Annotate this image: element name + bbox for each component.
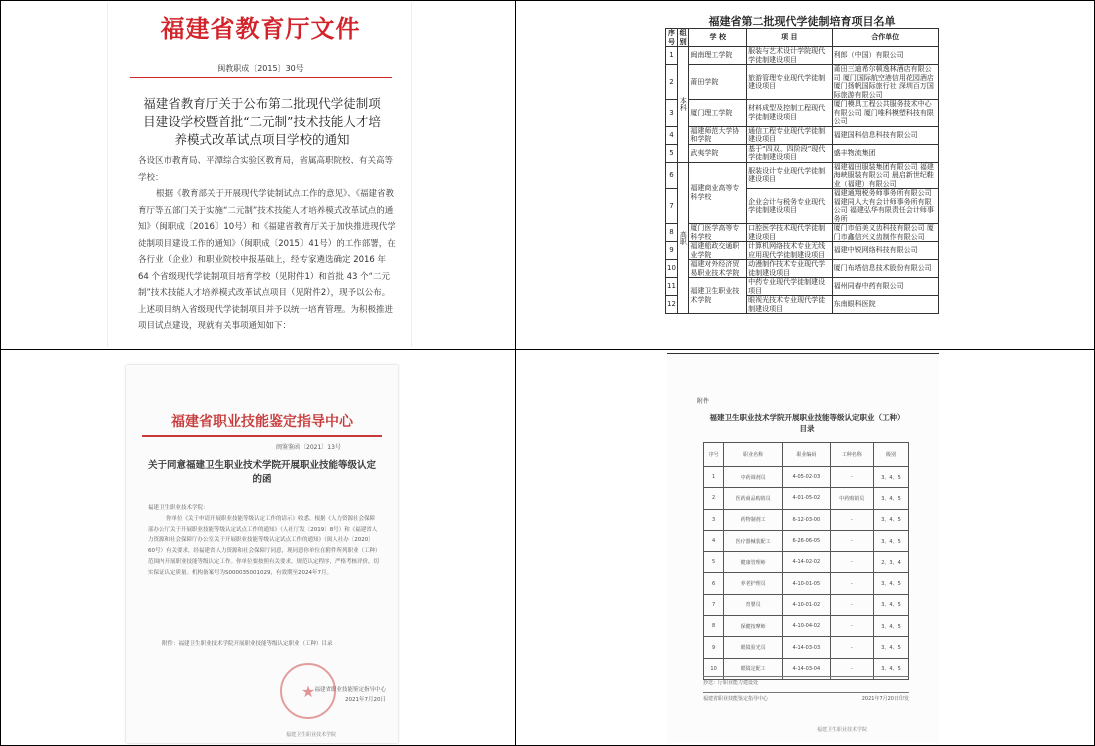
issuing-date: 2021年7月20日印发 [861, 696, 909, 702]
letter-org-title: 福建省职业技能鉴定指导中心 [171, 414, 353, 430]
notice-paragraph: 根据《教育部关于开展现代学徒制试点工作的意见》、《福建省教育厅等五部门关于实施“二元制”技术技能人才培养模式改革试点的通知》（闽职成〔2016〕10号）和《福建省教育厅关于加快推进现代学徒制项目建设工作的通知》（闽职成〔2015〕41号）的工作部署，在各行业（企业）和职业院校申报基础上，经专家遴选确定 2016 年 64 个省级现代学徒制项目培育学校（见附件1）和首批 43 个“二元制”技术技能人才培养模式改革试点项目（见附件2），现予以公布。上述项目纳入省级现代学徒制项目并予以统一培育管理。为积极推进项目试点建设，现就有关事项通知如下： [138, 189, 396, 331]
cell: 8 [704, 616, 724, 637]
partner-cell: 福建中锐网络科技有限公司 [832, 242, 938, 260]
cell: 3、4、5 [874, 658, 909, 679]
table-row [704, 467, 909, 488]
row-number: 6 [666, 162, 678, 189]
signature-org: 福建省职业技能鉴定指导中心 [314, 687, 386, 693]
table-row [666, 162, 939, 189]
project-cell: 眼视光技术专业现代学徒制建设项目 [747, 296, 833, 314]
cell: 10 [704, 658, 724, 679]
cell: 中药购销员 [830, 488, 873, 509]
cell: - [830, 552, 873, 573]
row-number: 11 [666, 278, 678, 296]
red-divider [130, 77, 392, 78]
seal-star-icon: ★ [300, 682, 316, 701]
cell: 眼镜验光员 [724, 637, 783, 658]
table-header: 序号 [704, 443, 724, 467]
row-number: 1 [666, 47, 678, 65]
project-cell: 企业会计与税务专业现代学徒制建设项目 [747, 189, 833, 224]
row-number: 5 [666, 144, 678, 162]
cell: 3 [704, 509, 724, 530]
partner-cell: 莆田三迪希尔顿逸林酒店有限公司 厦门国际航空港信用花园酒店 厦门扬帆国际旅行社 深圳百万国际旅游有限公司 [832, 65, 938, 100]
project-cell: 计算机网络技术专业无线应用现代学徒制建设项目 [747, 242, 833, 260]
partner-cell: 厦门市佰美义齿科技有限公司 厦门市鑫信兴义齿制作有限公司 [832, 224, 938, 242]
table-row [666, 242, 939, 260]
school-cell: 武夷学院 [689, 144, 747, 162]
approval-letter-cell [1, 351, 515, 745]
cell: - [830, 467, 873, 488]
school-cell: 莆田学院 [689, 65, 747, 100]
cell: 4-10-01-05 [783, 573, 831, 594]
table-row [666, 100, 939, 127]
issuing-org: 福建省职业技能鉴定指导中心 [703, 696, 769, 702]
attachment-catalog-cell [517, 351, 1094, 745]
cell: 4-05-02-03 [783, 467, 831, 488]
cell: - [830, 530, 873, 551]
table-row [704, 637, 909, 658]
table-row [666, 144, 939, 162]
table-row [704, 509, 909, 530]
table-row [704, 594, 909, 615]
group-label: 本科 [677, 47, 689, 163]
letter-body [148, 503, 380, 579]
copy-to-note: 抄送：厅职业能力建设处 [703, 676, 909, 686]
table-row [666, 126, 939, 144]
school-cell: 闽南理工学院 [689, 47, 747, 65]
partner-cell: 福建通翔税务师事务所有限公司 福建同人大有会计师事务所有限公司 福建弘华有限责任会计师事务所 [832, 189, 938, 224]
school-cell: 福建船政交通职业学院 [689, 242, 747, 260]
table-row [666, 260, 939, 278]
issuing-line [703, 692, 909, 702]
table-header: 组别 [677, 29, 689, 47]
table-header: 工种名称 [830, 443, 873, 467]
cell: 眼镜定配工 [724, 658, 783, 679]
table-row [666, 65, 939, 100]
letter-salutation: 福建卫生职业技术学院： [148, 505, 209, 511]
letter-footer: 福建卫生职业技术学院 [286, 732, 337, 738]
table-header: 学 校 [689, 29, 747, 47]
cell: 医药商品购销员 [724, 488, 783, 509]
table-header: 级别 [874, 443, 909, 467]
table-header: 职业编码 [783, 443, 831, 467]
cell: - [830, 509, 873, 530]
cell: 3、4、5 [874, 616, 909, 637]
cell: 6-26-06-05 [783, 530, 831, 551]
table-row [704, 488, 909, 509]
partner-cell: 厦门布塔信息技术股份有限公司 [832, 260, 938, 278]
attachment-footer: 福建卫生职业技术学院 [817, 727, 868, 733]
cell: 4-14-03-04 [783, 658, 831, 679]
row-number: 7 [666, 189, 678, 224]
table-row [704, 616, 909, 637]
cell: 4-10-04-02 [783, 616, 831, 637]
table-row [666, 47, 939, 65]
school-cell: 福建商业高等专科学校 [689, 162, 747, 224]
letter-paragraph: 你单位《关于申请开展职业技能等级认定工作的请示》收悉。根据《人力资源社会保障部办公厅关于开展职业技能等级认定试点工作的通知》（人社厅发〔2019〕8号）和《福建省人力资源和社会保障厅办公室关于开展职业技能等级认定试点工作的通知》（闽人社办〔2020〕60号）有关要求，经福建省人力资源和社会保障厅同意，现同意你单位在附件所列职业（工种）范围内开展职业技能等级认定工作。你单位要按照有关要求，规范认定程序，严格考核评价，切实保证认定质量。机构备案号为S000035001029，有效期至2024年7月。 [148, 515, 380, 576]
cell: - [830, 637, 873, 658]
school-cell: 福建对外经济贸易职业技术学院 [689, 260, 747, 278]
notice-paper [107, 3, 412, 347]
partner-cell: 厦门模具工程公共服务技术中心有限公司 厦门唯科模塑科技有限公司 [832, 100, 938, 127]
cell: 7 [704, 594, 724, 615]
project-cell: 中药专业现代学徒制建设项目 [747, 278, 833, 296]
cell: - [830, 658, 873, 679]
partner-cell: 盛丰物流集团 [832, 144, 938, 162]
project-cell: 动漫制作技术专业现代学徒制建设项目 [747, 260, 833, 278]
partner-cell: 福州同春中药有限公司 [832, 278, 938, 296]
project-cell: 服装设计专业现代学徒制建设项目 [747, 162, 833, 189]
attachment-title: 福建卫生职业技术学院开展职业技能等级认定职业（工种）目录 [709, 413, 905, 433]
row-number: 9 [666, 242, 678, 260]
red-divider [142, 435, 382, 437]
cell: - [830, 573, 873, 594]
row-number: 2 [666, 65, 678, 100]
cell: 育婴员 [724, 594, 783, 615]
cell: 2、3、4 [874, 552, 909, 573]
school-cell: 厦门医学高等专科学校 [689, 224, 747, 242]
grid-line [515, 0, 516, 746]
project-list-title: 福建省第二批现代学徒制培育项目名单 [708, 15, 896, 28]
cell: 健康管理师 [724, 552, 783, 573]
cell: 3、4、5 [874, 488, 909, 509]
cell: 3、4、5 [874, 637, 909, 658]
project-list-cell [517, 1, 1094, 349]
table-row [704, 552, 909, 573]
attachment-label: 附件 [697, 398, 710, 405]
project-list-table [665, 28, 939, 314]
cell: 3、4、5 [874, 509, 909, 530]
cell: 6 [704, 573, 724, 594]
partner-cell: 福建国科信息科技有限公司 [832, 126, 938, 144]
cell: 3、4、5 [874, 467, 909, 488]
partner-cell: 福建福田服装集团有限公司 福建海峡服装有限公司 晨启新世纪鞋业（福建）有限公司 [832, 162, 938, 189]
notice-document-cell [1, 1, 515, 349]
cell: 3、4、5 [874, 530, 909, 551]
notice-body [138, 153, 396, 335]
row-number: 3 [666, 100, 678, 127]
row-number: 4 [666, 126, 678, 144]
row-number: 10 [666, 260, 678, 278]
cell: 医疗器械装配工 [724, 530, 783, 551]
cell: 4-14-03-03 [783, 637, 831, 658]
table-row [704, 573, 909, 594]
row-number: 8 [666, 224, 678, 242]
cell: 4 [704, 530, 724, 551]
project-cell: 旅游管理专业现代学徒制建设项目 [747, 65, 833, 100]
cell: 1 [704, 467, 724, 488]
project-cell: 材料成型及控制工程现代学徒制建设项目 [747, 100, 833, 127]
notice-salutation: 各设区市教育局、平潭综合实验区教育局，省属高职院校、有关高等学校： [138, 156, 394, 183]
school-cell: 厦门理工学院 [689, 100, 747, 127]
letter-doc-number: 闽鉴鉴函〔2021〕13号 [276, 444, 341, 451]
letter-signature [256, 685, 386, 705]
table-header: 职业名称 [724, 443, 783, 467]
group-label: 高职 [677, 162, 689, 314]
notice-doc-number: 闽教职成〔2015〕30号 [217, 64, 304, 73]
attachment-paper [667, 353, 939, 743]
notice-heading: 福建省教育厅关于公布第二批现代学徒制项目建设学校暨首批“二元制”技术技能人才培养模式改革试点项目学校的通知 [143, 96, 381, 147]
cell: 养老护理员 [724, 573, 783, 594]
table-row [666, 278, 939, 296]
cell: 药物制剂工 [724, 509, 783, 530]
notice-title: 福建省教育厅文件 [160, 15, 361, 43]
cell: 6-12-03-00 [783, 509, 831, 530]
occupation-table [703, 442, 909, 680]
cell: 2 [704, 488, 724, 509]
cell: 5 [704, 552, 724, 573]
letter-heading: 关于同意福建卫生职业技术学院开展职业技能等级认定的函 [147, 460, 376, 485]
cell: 中药调剂员 [724, 467, 783, 488]
cell: 4-14-02-02 [783, 552, 831, 573]
project-cell: 服装与艺术设计学院现代学徒制建设项目 [747, 47, 833, 65]
cell: 3、4、5 [874, 594, 909, 615]
letter-attachment: 附件：福建卫生职业技术学院开展职业技能等级认定职业（工种）目录 [162, 641, 333, 647]
row-number: 12 [666, 296, 678, 314]
cell: - [830, 616, 873, 637]
approval-letter-paper [126, 365, 398, 743]
project-cell: 通信工程专业现代学徒制建设项目 [747, 126, 833, 144]
table-row [666, 224, 939, 242]
school-cell: 福建师范大学协和学院 [689, 126, 747, 144]
cell: 9 [704, 637, 724, 658]
project-cell: 口腔医学技术现代学徒制建设项目 [747, 224, 833, 242]
cell: 4-10-01-02 [783, 594, 831, 615]
partner-cell: 利郎（中国）有限公司 [832, 47, 938, 65]
signature-date: 2021年7月20日 [345, 697, 386, 703]
cell: 保健按摩师 [724, 616, 783, 637]
project-cell: 基于“四双、四阶段”现代学徒制建设项目 [747, 144, 833, 162]
grid-line [0, 349, 1095, 350]
partner-cell: 东南眼科医院 [832, 296, 938, 314]
table-header: 合作单位 [832, 29, 938, 47]
cell: 4-01-05-02 [783, 488, 831, 509]
table-header: 项 目 [747, 29, 833, 47]
school-cell: 福建卫生职业技术学院 [689, 278, 747, 314]
cell: 3、4、5 [874, 573, 909, 594]
table-header: 序号 [666, 29, 678, 47]
cell: - [830, 594, 873, 615]
table-row [704, 530, 909, 551]
